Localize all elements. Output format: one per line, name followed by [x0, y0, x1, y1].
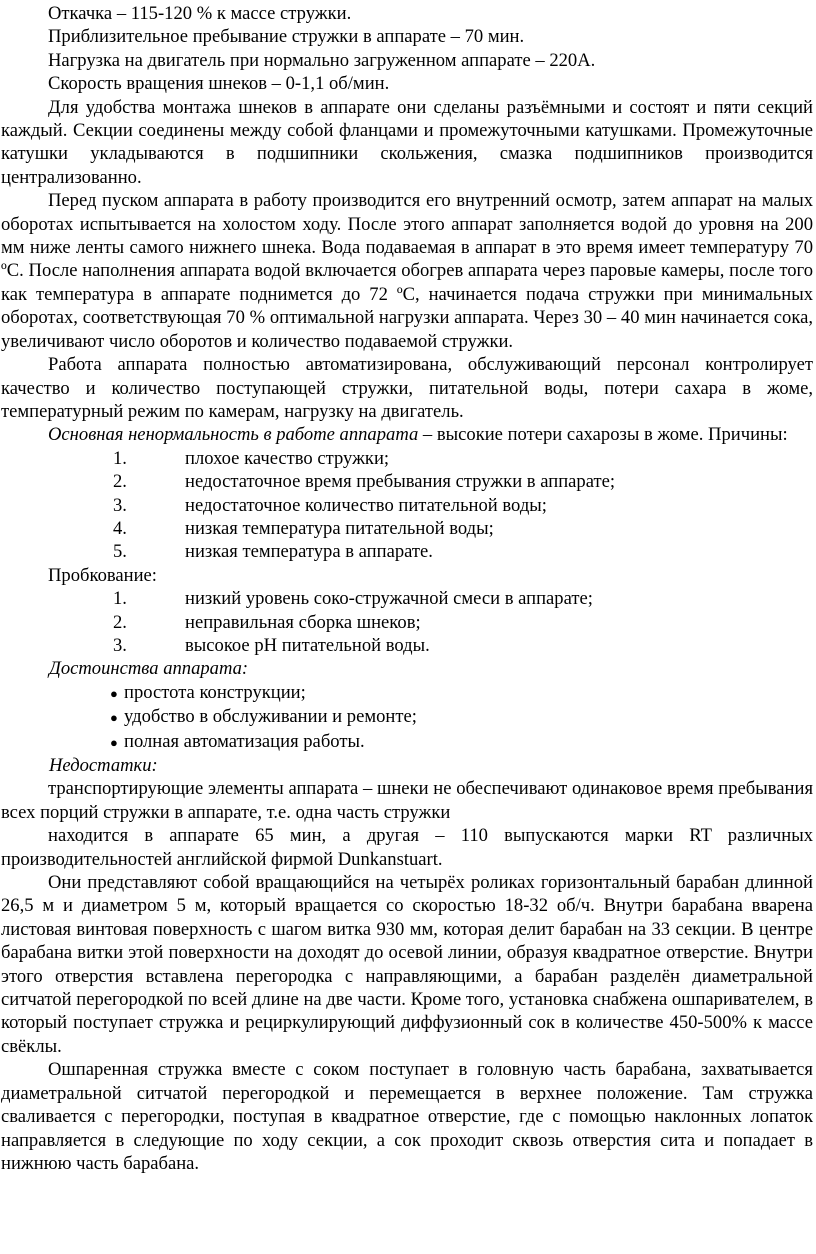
disadvantages-label: Недостатки:	[49, 755, 158, 776]
list-text: неправильная сборка шнеков;	[185, 611, 421, 633]
list-text: высокое рН питательной воды.	[185, 634, 430, 656]
list-number: 3.	[113, 634, 127, 656]
abnormality-paragraph	[1, 423, 813, 446]
list-text: плохое качество стружки;	[185, 447, 390, 469]
abnormality-label: Основная ненормальность в работе аппарата	[48, 424, 419, 446]
list-item	[113, 470, 813, 493]
paragraph-mounting: Для удобства монтажа шнеков в аппарате они сделаны разъёмными и состоят и пяти секций каждый. Секции соединены между собой фланцами и промежуточными катушками. Промежуточные катушки укладываются в подшипники скольжения, смазка подшипников производится централизованно.	[1, 96, 813, 188]
list-text: недостаточное количество питательной воды;	[185, 494, 547, 516]
list-text: низкая температура в аппарате.	[185, 541, 433, 563]
list-text: низкий уровень соко-стружачной смеси в аппарате;	[185, 588, 593, 610]
list-item	[113, 540, 813, 563]
paragraph-disadvantages: транспортирующие элементы аппарата – шнеки не обеспечивают одинаковое время пребывания всех порций стружки в аппарате, т.е. одна часть стружки	[1, 778, 813, 823]
list-text: недостаточное время пребывания стружки в аппарате;	[185, 471, 616, 493]
list-number: 2.	[113, 611, 127, 633]
spec-line: Скорость вращения шнеков – 0-1,1 об/мин.	[48, 73, 390, 95]
list-number: 5.	[113, 541, 127, 563]
list-text: полная автоматизация работы.	[124, 730, 365, 752]
causes-list	[1, 447, 813, 564]
list-text: удобство в обслуживании и ремонте;	[124, 706, 417, 728]
spec-line: Приблизительное пребывание стружки в аппарате – 70 мин.	[48, 26, 525, 48]
plugging-list	[1, 587, 813, 657]
list-item	[113, 611, 813, 634]
paragraph-startup: Перед пуском аппарата в работу производится его внутренний осмотр, затем аппарат на малых оборотах испытывается на холостом ходу. После этого аппарат заполняется водой до уровня на 200 мм ниже ленты самого нижнего шнека. Вода подаваемая в аппарат в это время имеет температуру 70 ºС. После наполнения аппарата водой включается обогрев аппарата через паровые камеры, после того как температура в аппарате поднимется до 72 ºС, начинается подача стружки при минимальных оборотах, соответствующая 70 % оптимальной нагрузки аппарата. Через 30 – 40 мин начинается сока, увеличивают число оборотов и количество подаваемой стружки.	[1, 190, 813, 352]
list-item	[113, 634, 813, 657]
paragraph-rt: находится в аппарате 65 мин, а другая – 110 выпускаются марки RT различных производительностей английской фирмой Dunkanstuart.	[1, 825, 813, 870]
plugging-label: Пробкование:	[48, 564, 157, 586]
list-item	[113, 494, 813, 517]
spec-line: Откачка – 115-120 % к массе стружки.	[48, 3, 352, 24]
paragraph-scalded: Ошпаренная стружка вместе с соком поступает в головную часть барабана, захватывается диаметральной ситчатой перегородкой и перемещается в верхнее положение. Там стружка сваливается с перегородки, поступая в квадратное отверстие, где с помощью наклонных лопаток направляется в следующие по ходу секции, а сок проходит сквозь отверстия сита и попадает в нижнюю часть барабана.	[1, 1059, 813, 1174]
list-item	[113, 447, 813, 470]
list-number: 2.	[113, 471, 127, 493]
spec-line: Нагрузка на двигатель при нормально загруженном аппарате – 220А.	[48, 49, 596, 71]
list-number: 1.	[113, 447, 127, 469]
bullet-icon: ●	[110, 710, 118, 726]
list-item	[113, 517, 813, 540]
list-item	[110, 705, 813, 729]
bullet-icon: ●	[110, 685, 118, 701]
advantages-label: Достоинства аппарата:	[49, 658, 249, 680]
paragraph-automation: Работа аппарата полностью автоматизирована, обслуживающий персонал контролирует качество и количество поступающей стружки, питательной воды, потери сахара в жоме, температурный режим по камерам, нагрузку на двигатель.	[1, 354, 813, 422]
list-text: низкая температура питательной воды;	[185, 517, 494, 539]
list-item	[113, 587, 813, 610]
list-item	[110, 681, 813, 705]
bullet-icon: ●	[110, 734, 118, 750]
list-number: 1.	[113, 588, 127, 610]
list-number: 3.	[113, 494, 127, 516]
list-item	[110, 730, 813, 754]
list-number: 4.	[113, 517, 127, 539]
list-text: простота конструкции;	[124, 681, 306, 703]
abnormality-text: – высокие потери сахарозы в жоме. Причины:	[418, 424, 788, 446]
paragraph-drum: Они представляют собой вращающийся на четырёх роликах горизонтальный барабан длинной 26,5 м и диаметром 5 м, который вращается со скоростью 18-32 об/ч. Внутри барабана вварена листовая винтовая поверхность с шагом витка 930 мм, которая делит барабан на 33 секции. В центре барабана витки этой поверхности на доходят до осевой линии, образуя квадратное отверстие. Внутри этого отверстия вставлена перегородка с направляющими, а барабан разделён диаметральной ситчатой перегородкой по всей длине на две части. Кроме того, установка снабжена ошпаривателем, в который поступает стружка и рециркулирующий диффузионный сок в количестве 450-500% к массе свёклы.	[1, 872, 813, 1057]
advantages-list	[1, 681, 813, 754]
